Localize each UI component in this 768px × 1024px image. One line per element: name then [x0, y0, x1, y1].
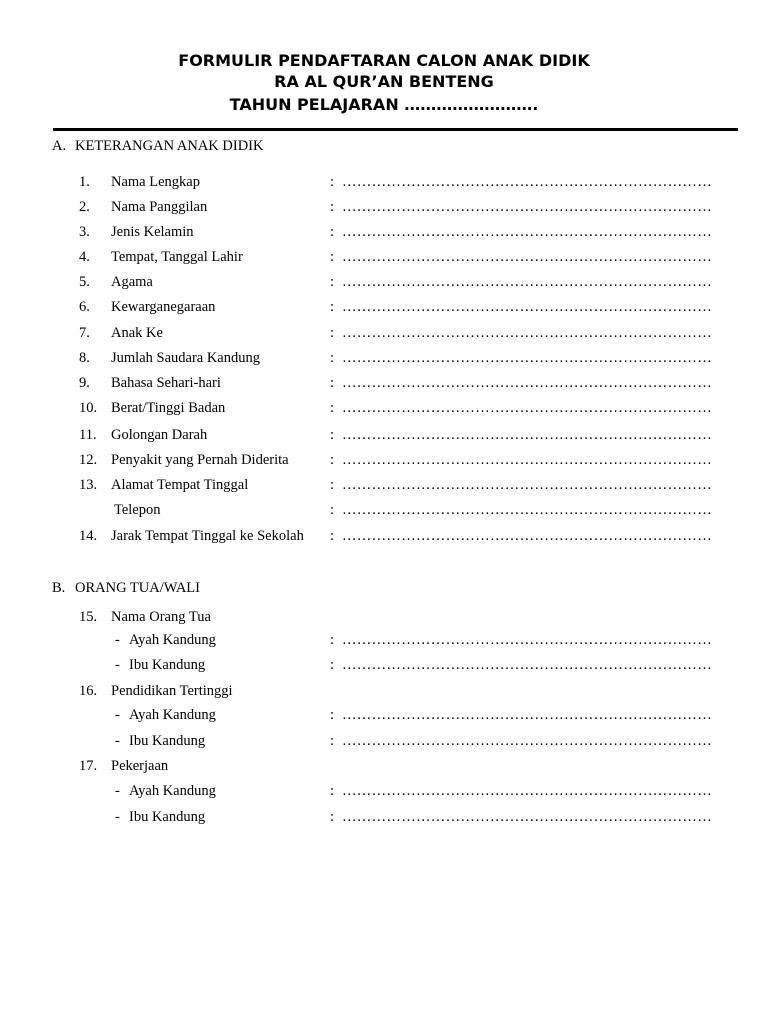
field-label: Agama	[111, 274, 153, 290]
bullet: -	[115, 733, 120, 749]
form-row	[0, 706, 768, 724]
colon: :	[330, 199, 335, 215]
header-divider	[53, 128, 738, 131]
row-number: 2.	[79, 199, 90, 215]
row-number: 10.	[79, 400, 98, 416]
colon: :	[330, 274, 335, 290]
colon: :	[330, 224, 335, 240]
form-row	[0, 248, 768, 266]
colon: :	[330, 375, 335, 391]
colon: :	[330, 174, 335, 190]
field-label: Penyakit yang Pernah Diderita	[111, 452, 289, 468]
bullet: -	[115, 809, 120, 825]
fill-in-blank[interactable]: …………………………………………………………………	[342, 249, 712, 265]
row-number: 13.	[79, 477, 98, 493]
field-label: Jenis Kelamin	[111, 224, 194, 240]
form-row	[0, 631, 768, 649]
field-label: Alamat Tempat Tinggal	[111, 477, 249, 493]
colon: :	[330, 657, 335, 673]
fill-in-blank[interactable]: …………………………………………………………………	[342, 452, 712, 468]
fill-in-blank[interactable]: …………………………………………………………………	[342, 477, 712, 493]
field-label: Anak Ke	[111, 325, 163, 341]
row-number: 7.	[79, 325, 90, 341]
form-group-heading	[0, 757, 768, 775]
field-label: Ibu Kandung	[129, 733, 206, 749]
section-a-heading	[52, 137, 263, 155]
form-row	[0, 451, 768, 469]
colon: :	[330, 452, 335, 468]
bullet: -	[115, 657, 120, 673]
row-number: 8.	[79, 350, 90, 366]
row-number: 4.	[79, 249, 90, 265]
form-row	[0, 198, 768, 216]
fill-in-blank[interactable]: …………………………………………………………………	[342, 400, 712, 416]
fill-in-blank[interactable]: …………………………………………………………………	[342, 809, 712, 825]
school-name: RA AL QUR’AN BENTENG	[274, 72, 494, 91]
fill-in-blank[interactable]: …………………………………………………………………	[342, 528, 712, 544]
field-label: Ayah Kandung	[129, 632, 216, 648]
field-label: Berat/Tinggi Badan	[111, 400, 226, 416]
row-number: 5.	[79, 274, 90, 290]
field-label: Nama Panggilan	[111, 199, 208, 215]
row-number: 17.	[79, 758, 98, 774]
colon: :	[330, 400, 335, 416]
form-row	[0, 324, 768, 342]
row-number: 9.	[79, 375, 90, 391]
field-label: Jarak Tempat Tinggal ke Sekolah	[111, 528, 304, 544]
section-b-heading	[52, 579, 200, 597]
fill-in-blank[interactable]: …………………………………………………………………	[342, 707, 712, 723]
fill-in-blank[interactable]: …………………………………………………………………	[342, 375, 712, 391]
fill-in-blank[interactable]: …………………………………………………………………	[342, 783, 712, 799]
fill-in-blank[interactable]: …………………………………………………………………	[342, 325, 712, 341]
colon: :	[330, 809, 335, 825]
row-number: 3.	[79, 224, 90, 240]
field-label: Nama Lengkap	[111, 174, 200, 190]
colon: :	[330, 502, 335, 518]
form-row	[0, 223, 768, 241]
colon: :	[330, 632, 335, 648]
form-row	[0, 656, 768, 674]
section-title: KETERANGAN ANAK DIDIK	[75, 138, 264, 154]
fill-in-blank[interactable]: …………………………………………………………………	[342, 350, 712, 366]
fill-in-blank[interactable]: …………………………………………………………………	[342, 299, 712, 315]
form-row	[0, 399, 768, 417]
row-number: 14.	[79, 528, 98, 544]
form-row	[0, 476, 768, 494]
form-row	[0, 501, 768, 519]
form-row	[0, 349, 768, 367]
field-label: Pekerjaan	[111, 758, 169, 774]
colon: :	[330, 325, 335, 341]
form-row	[0, 808, 768, 826]
form-group-heading	[0, 608, 768, 626]
form-row	[0, 298, 768, 316]
colon: :	[330, 427, 335, 443]
bullet: -	[115, 707, 120, 723]
bullet: -	[115, 783, 120, 799]
colon: :	[330, 528, 335, 544]
section-letter: B.	[52, 580, 66, 596]
bullet: -	[115, 632, 120, 648]
fill-in-blank[interactable]: …………………………………………………………………	[342, 427, 712, 443]
form-row	[0, 173, 768, 191]
colon: :	[330, 477, 335, 493]
field-label: Telepon	[114, 502, 161, 518]
section-letter: A.	[52, 138, 67, 154]
field-label: Ayah Kandung	[129, 707, 216, 723]
colon: :	[330, 299, 335, 315]
field-label: Ibu Kandung	[129, 809, 206, 825]
field-label: Kewarganegaraan	[111, 299, 216, 315]
field-label: Ayah Kandung	[129, 783, 216, 799]
section-title: ORANG TUA/WALI	[75, 580, 200, 596]
form-row	[0, 527, 768, 545]
colon: :	[330, 733, 335, 749]
fill-in-blank[interactable]: …………………………………………………………………	[342, 224, 712, 240]
row-number: 15.	[79, 609, 98, 625]
form-row	[0, 426, 768, 444]
form-group-heading	[0, 682, 768, 700]
row-number: 1.	[79, 174, 90, 190]
academic-year: TAHUN PELAJARAN …………………….	[229, 95, 539, 114]
fill-in-blank[interactable]: …………………………………………………………………	[342, 274, 712, 290]
row-number: 6.	[79, 299, 90, 315]
colon: :	[330, 249, 335, 265]
field-label: Ibu Kandung	[129, 657, 206, 673]
fill-in-blank[interactable]: …………………………………………………………………	[342, 502, 712, 518]
row-number: 12.	[79, 452, 98, 468]
fill-in-blank[interactable]: …………………………………………………………………	[342, 733, 712, 749]
field-label: Bahasa Sehari-hari	[111, 375, 221, 391]
fill-in-blank[interactable]: …………………………………………………………………	[342, 657, 712, 673]
colon: :	[330, 350, 335, 366]
field-label: Jumlah Saudara Kandung	[111, 350, 260, 366]
fill-in-blank[interactable]: …………………………………………………………………	[342, 632, 712, 648]
row-number: 16.	[79, 683, 98, 699]
form-row	[0, 374, 768, 392]
colon: :	[330, 783, 335, 799]
form-row	[0, 782, 768, 800]
form-row	[0, 732, 768, 750]
form-row	[0, 273, 768, 291]
field-label: Nama Orang Tua	[111, 609, 211, 625]
field-label: Tempat, Tanggal Lahir	[111, 249, 243, 265]
form-title: FORMULIR PENDAFTARAN CALON ANAK DIDIK	[178, 51, 590, 70]
field-label: Golongan Darah	[111, 427, 208, 443]
field-label: Pendidikan Tertinggi	[111, 683, 233, 699]
colon: :	[330, 707, 335, 723]
row-number: 11.	[79, 427, 97, 443]
fill-in-blank[interactable]: …………………………………………………………………	[342, 174, 712, 190]
fill-in-blank[interactable]: …………………………………………………………………	[342, 199, 712, 215]
